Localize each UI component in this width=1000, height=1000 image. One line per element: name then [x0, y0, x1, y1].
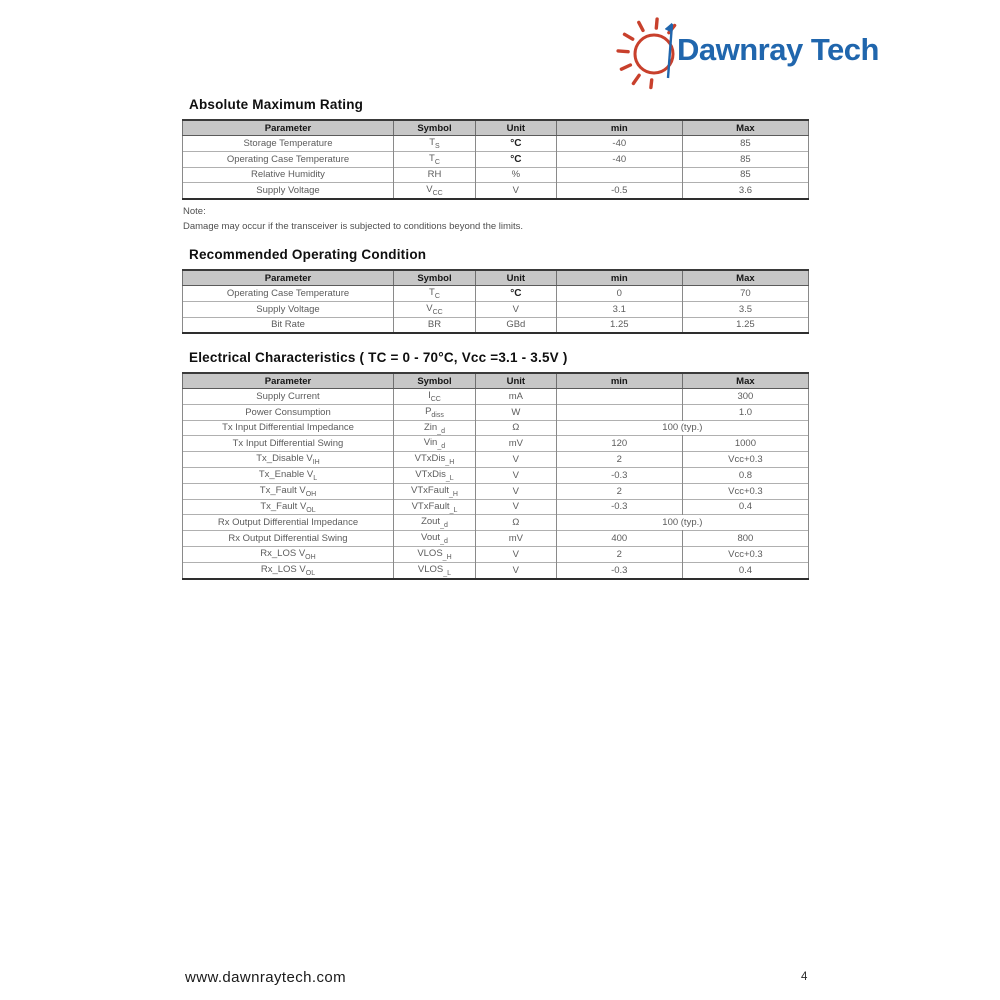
cell-max: 1.0 [682, 404, 808, 420]
cell-unit: mA [475, 389, 556, 405]
cell-symbol: VTxFault$_{\_L}$ [393, 499, 475, 515]
cell-parameter: Tx_Disable $V_{IH}$ [183, 452, 394, 468]
cell-max: 3.5 [682, 301, 808, 317]
cell-symbol: $V_{CC}$ [393, 301, 475, 317]
table-row [183, 483, 809, 499]
spec-table [182, 269, 809, 334]
table-row [183, 515, 809, 531]
cell-unit: V [475, 546, 556, 562]
cell-min: -40 [556, 151, 682, 167]
cell-unit: °C [475, 151, 556, 167]
cell-max: 1000 [682, 436, 808, 452]
table-row [183, 420, 809, 436]
cell-unit: mV [475, 531, 556, 547]
cell-max: 0.8 [682, 467, 808, 483]
column-header: min [556, 373, 682, 389]
table-row [183, 499, 809, 515]
cell-parameter: Tx Input Differential Swing [183, 436, 394, 452]
cell-symbol: RH [393, 167, 475, 183]
cell-symbol: $T_C$ [393, 151, 475, 167]
note-label: Note: [183, 206, 206, 218]
cell-max: 300 [682, 389, 808, 405]
cell-typical-merged: 100 (typ.) [556, 515, 808, 531]
cell-min: 2 [556, 483, 682, 499]
cell-max: 0.4 [682, 499, 808, 515]
cell-parameter: Rx Output Differential Swing [183, 531, 394, 547]
header-row [183, 120, 809, 136]
table-row [183, 167, 809, 183]
cell-symbol: $T_S$ [393, 136, 475, 152]
cell-min [556, 404, 682, 420]
cell-min: -0.3 [556, 499, 682, 515]
footer-website: www.dawnraytech.com [185, 969, 346, 986]
table-row [183, 286, 809, 302]
cell-min: 120 [556, 436, 682, 452]
logo-text: Dawnray Tech [677, 32, 879, 67]
table-row [183, 404, 809, 420]
cell-symbol: VTxDis$_{\_H}$ [393, 452, 475, 468]
cell-unit: % [475, 167, 556, 183]
absolute-maximum-rating-table [182, 119, 809, 200]
cell-parameter: Supply Voltage [183, 301, 394, 317]
cell-max: Vcc+0.3 [682, 483, 808, 499]
table-row [183, 452, 809, 468]
section-title: Absolute Maximum Rating [189, 97, 364, 112]
cell-max: 1.25 [682, 317, 808, 333]
cell-parameter: Bit Rate [183, 317, 394, 333]
cell-symbol: Vout$_{\_d}$ [393, 531, 475, 547]
table-row [183, 136, 809, 152]
cell-unit: °C [475, 286, 556, 302]
cell-min: 1.25 [556, 317, 682, 333]
cell-max: 800 [682, 531, 808, 547]
cell-min: 0 [556, 286, 682, 302]
table-row [183, 151, 809, 167]
column-header: Max [682, 270, 808, 286]
cell-symbol: $T_C$ [393, 286, 475, 302]
cell-unit: V [475, 483, 556, 499]
cell-parameter: Rx_LOS $V_{OH}$ [183, 546, 394, 562]
cell-unit: V [475, 467, 556, 483]
cell-max: Vcc+0.3 [682, 546, 808, 562]
cell-symbol: BR [393, 317, 475, 333]
section-electrical-characteristics [182, 350, 809, 580]
cell-unit: Ω [475, 420, 556, 436]
cell-max: Vcc+0.3 [682, 452, 808, 468]
column-header: Parameter [183, 373, 394, 389]
cell-unit: mV [475, 436, 556, 452]
cell-min: -40 [556, 136, 682, 152]
notes-block [182, 205, 809, 234]
table-row [183, 389, 809, 405]
cell-unit: GBd [475, 317, 556, 333]
table-row [183, 301, 809, 317]
cell-symbol: Zin$_{\_d}$ [393, 420, 475, 436]
recommended-operating-condition-table [182, 269, 809, 334]
cell-symbol: VTxDis$_{\_L}$ [393, 467, 475, 483]
cell-max: 3.6 [682, 183, 808, 199]
cell-max: 0.4 [682, 562, 808, 578]
column-header: min [556, 120, 682, 136]
section-recommended-operating-condition [182, 247, 809, 334]
cell-parameter: Tx Input Differential Impedance [183, 420, 394, 436]
cell-parameter: Relative Humidity [183, 167, 394, 183]
cell-unit: W [475, 404, 556, 420]
electrical-characteristics-table [182, 372, 809, 580]
spec-table [182, 119, 809, 200]
column-header: min [556, 270, 682, 286]
cell-max: 85 [682, 136, 808, 152]
column-header: Symbol [393, 120, 475, 136]
table-row [183, 467, 809, 483]
cell-parameter: Tx_Fault $V_{OH}$ [183, 483, 394, 499]
cell-max: 70 [682, 286, 808, 302]
cell-min [556, 167, 682, 183]
cell-parameter: Power Consumption [183, 404, 394, 420]
cell-min [556, 389, 682, 405]
cell-symbol: $P_{diss}$ [393, 404, 475, 420]
cell-parameter: Supply Voltage [183, 183, 394, 199]
cell-unit: V [475, 183, 556, 199]
cell-unit: V [475, 301, 556, 317]
cell-min: 3.1 [556, 301, 682, 317]
cell-typical-merged: 100 (typ.) [556, 420, 808, 436]
cell-symbol: $VLOS_{\_H}$ [393, 546, 475, 562]
cell-min: -0.5 [556, 183, 682, 199]
column-header: Parameter [183, 120, 394, 136]
table-row [183, 531, 809, 547]
cell-unit: Ω [475, 515, 556, 531]
cell-unit: V [475, 562, 556, 578]
note-text: Damage may occur if the transceiver is subjected to conditions beyond the limits. [183, 220, 524, 232]
cell-unit: °C [475, 136, 556, 152]
section-title: Recommended Operating Condition [189, 247, 427, 262]
table-row [183, 562, 809, 578]
header-row [183, 270, 809, 286]
cell-parameter: Tx_Fault $V_{OL}$ [183, 499, 394, 515]
cell-min: -0.3 [556, 562, 682, 578]
cell-max: 85 [682, 167, 808, 183]
cell-symbol: VTxFault$_{\_H}$ [393, 483, 475, 499]
company-logo [612, 8, 879, 92]
cell-symbol: Zout$_{\_d}$ [393, 515, 475, 531]
cell-parameter: Rx_LOS $V_{OL}$ [183, 562, 394, 578]
column-header: Symbol [393, 373, 475, 389]
page-number: 4 [801, 971, 808, 983]
column-header: Unit [475, 373, 556, 389]
column-header: Max [682, 120, 808, 136]
cell-parameter: Storage Temperature [183, 136, 394, 152]
column-header: Symbol [393, 270, 475, 286]
cell-min: -0.3 [556, 467, 682, 483]
section-absolute-maximum-rating [182, 97, 809, 234]
cell-symbol: $V_{CC}$ [393, 183, 475, 199]
cell-symbol: $VLOS_{\_L}$ [393, 562, 475, 578]
cell-parameter: Operating Case Temperature [183, 151, 394, 167]
column-header: Unit [475, 120, 556, 136]
table-row [183, 317, 809, 333]
cell-min: 2 [556, 452, 682, 468]
cell-symbol: Vin$_{\_d}$ [393, 436, 475, 452]
section-title: Electrical Characteristics ( TC = 0 - 70°C, Vcc =3.1 - 3.5V ) [189, 350, 568, 365]
cell-parameter: Tx_Enable $V_L$ [183, 467, 394, 483]
cell-min: 400 [556, 531, 682, 547]
table-row [183, 436, 809, 452]
column-header: Max [682, 373, 808, 389]
cell-symbol: $I_{CC}$ [393, 389, 475, 405]
table-row [183, 546, 809, 562]
cell-parameter: Supply Current [183, 389, 394, 405]
column-header: Unit [475, 270, 556, 286]
spec-table [182, 372, 809, 580]
cell-unit: V [475, 452, 556, 468]
cell-parameter: Operating Case Temperature [183, 286, 394, 302]
column-header: Parameter [183, 270, 394, 286]
cell-max: 85 [682, 151, 808, 167]
cell-unit: V [475, 499, 556, 515]
table-row [183, 183, 809, 199]
cell-parameter: Rx Output Differential Impedance [183, 515, 394, 531]
cell-min: 2 [556, 546, 682, 562]
header-row [183, 373, 809, 389]
